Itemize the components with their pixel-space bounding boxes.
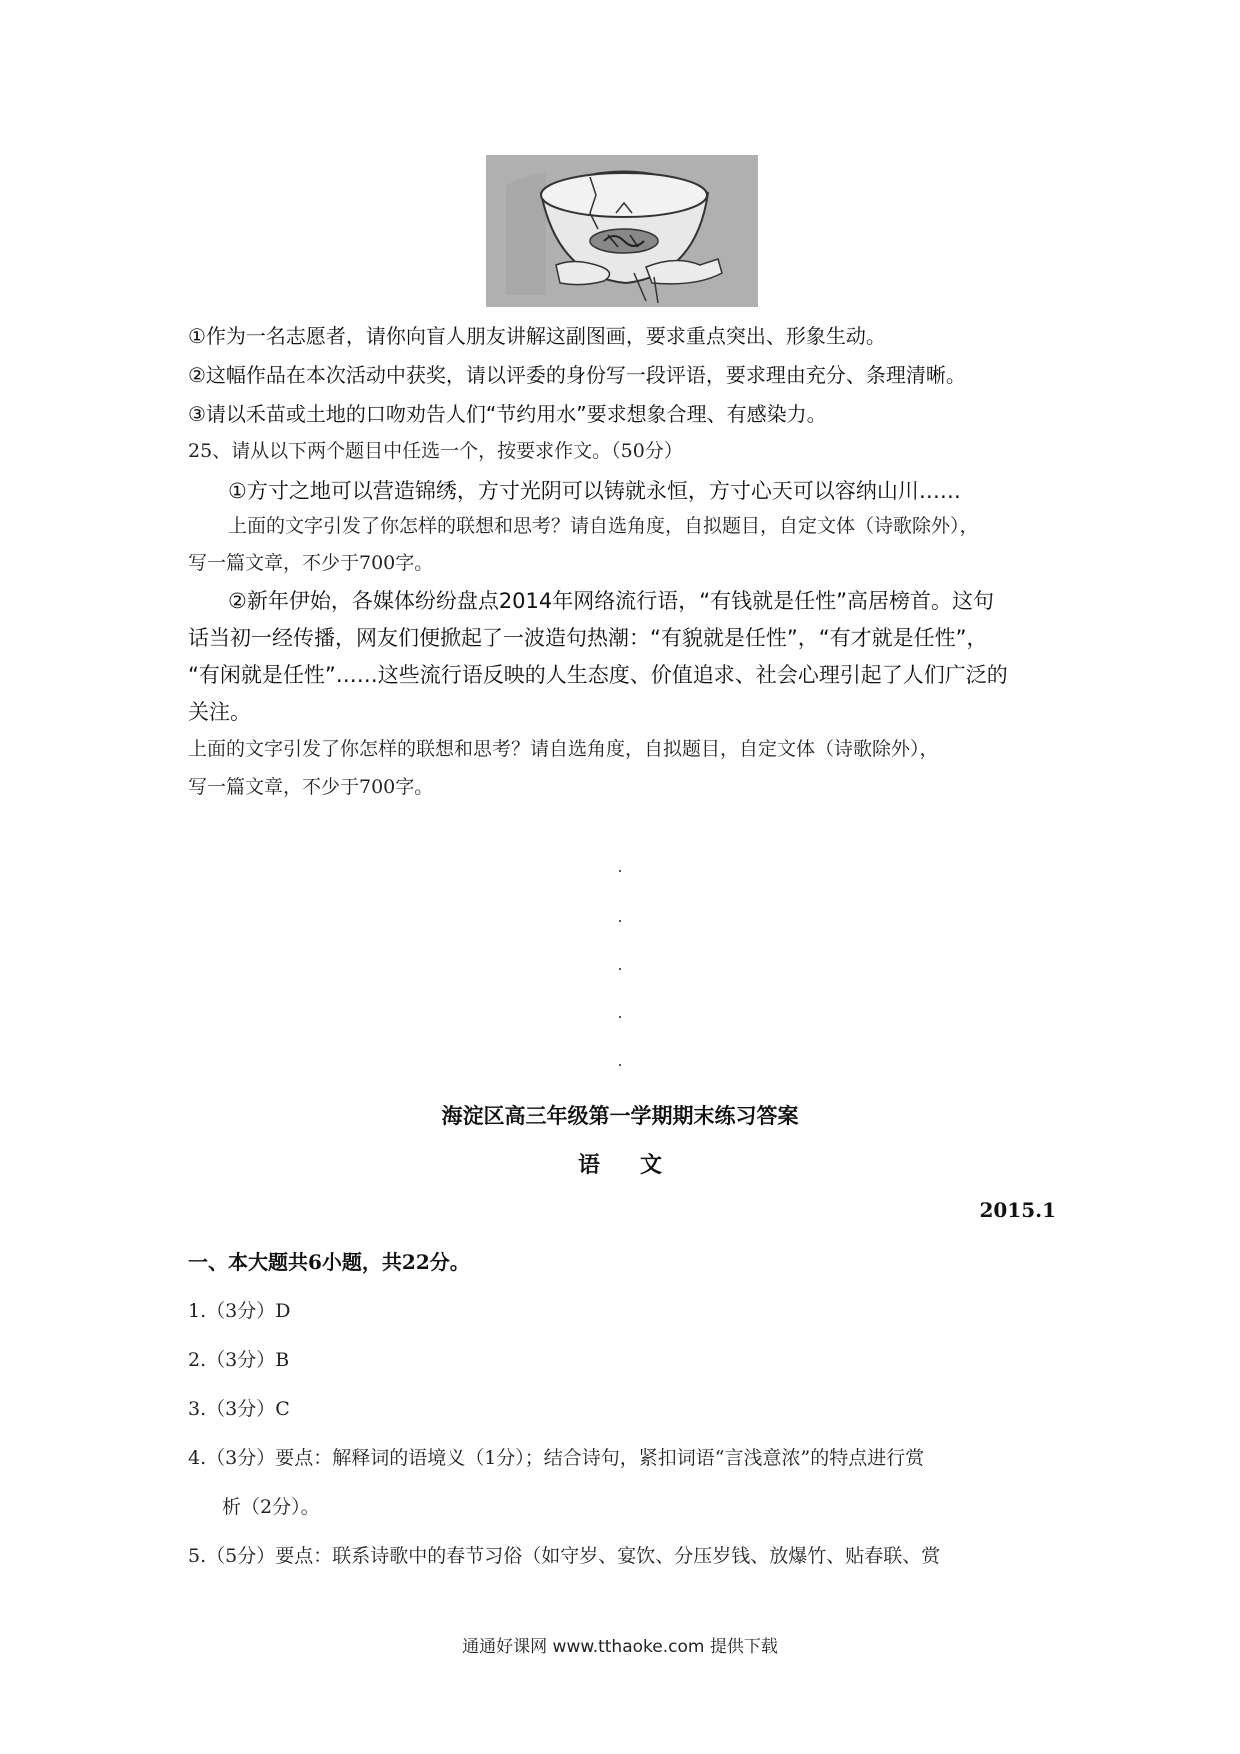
answer-item: 2.（3分）B (188, 1349, 290, 1371)
q25-option1-instructions-cont: 写一篇文章，不少于700字。 (188, 552, 434, 574)
q25-option2-line: ②新年伊始，各媒体纷纷盘点2014年网络流行语，“有钱就是任性”高居榜首。这句 (228, 589, 995, 613)
scan-dot (619, 870, 621, 872)
q25-header: 25、请从以下两个题目中任选一个，按要求作文。（50分） (188, 440, 683, 462)
answer-key-title: 海淀区高三年级第一学期期末练习答案 (441, 1103, 799, 1128)
q25-option1-instructions: 上面的文字引发了你怎样的联想和思考？请自选角度，自拟题目，自定文体（诗歌除外）， (228, 515, 979, 537)
subject-char: 文 (640, 1152, 663, 1178)
prompt-3: ③请以禾苗或土地的口吻劝告人们“节约用水”要求想象合理、有感染力。 (188, 402, 827, 426)
prompt-1: ①作为一名志愿者，请你向盲人朋友讲解这副图画，要求重点突出、形象生动。 (188, 324, 886, 348)
subject-title (0, 1148, 1240, 1179)
footer-download-note: 通通好课网 www.tthaoke.com 提供下载 (462, 1637, 778, 1657)
q25-option2-line: 关注。 (188, 700, 251, 724)
subject-char: 语 (577, 1152, 600, 1178)
section-1-heading: 一、本大题共6小题，共22分。 (188, 1250, 470, 1274)
scan-dot (619, 920, 621, 922)
answer-date: 2015.1 (979, 1198, 1056, 1222)
q25-option1-lead: ①方寸之地可以营造锦绣，方寸光阴可以铸就永恒，方寸心天可以容纳山川…… (228, 479, 961, 503)
bowl-illustration (486, 155, 758, 307)
q25-option2-instructions: 上面的文字引发了你怎样的联想和思考？请自选角度，自拟题目，自定文体（诗歌除外）， (188, 738, 939, 760)
prompt-2: ②这幅作品在本次活动中获奖，请以评委的身份写一段评语，要求理由充分、条理清晰。 (188, 363, 966, 387)
answer-item: 5.（5分）要点：联系诗歌中的春节习俗（如守岁、宴饮、分压岁钱、放爆竹、贴春联、赏 (188, 1545, 941, 1567)
q25-option2-line: 话当初一经传播，网友们便掀起了一波造句热潮：“有貌就是任性”，“有才就是任性”， (188, 626, 988, 650)
answer-item-cont: 析（2分）。 (222, 1496, 320, 1518)
scan-dot (619, 1016, 621, 1018)
answer-item: 3.（3分）C (188, 1398, 290, 1420)
q25-option2-instructions-cont: 写一篇文章，不少于700字。 (188, 776, 434, 798)
scan-dot (619, 968, 621, 970)
scan-dot (619, 1064, 621, 1066)
q25-option2-line: “有闲就是任性”……这些流行语反映的人生态度、价值追求、社会心理引起了人们广泛的 (188, 663, 1008, 687)
answer-item: 4.（3分）要点：解释词的语境义（1分）；结合诗句，紧扣词语“言浅意浓”的特点进行赏 (188, 1447, 925, 1469)
answer-item: 1.（3分）D (188, 1300, 291, 1322)
